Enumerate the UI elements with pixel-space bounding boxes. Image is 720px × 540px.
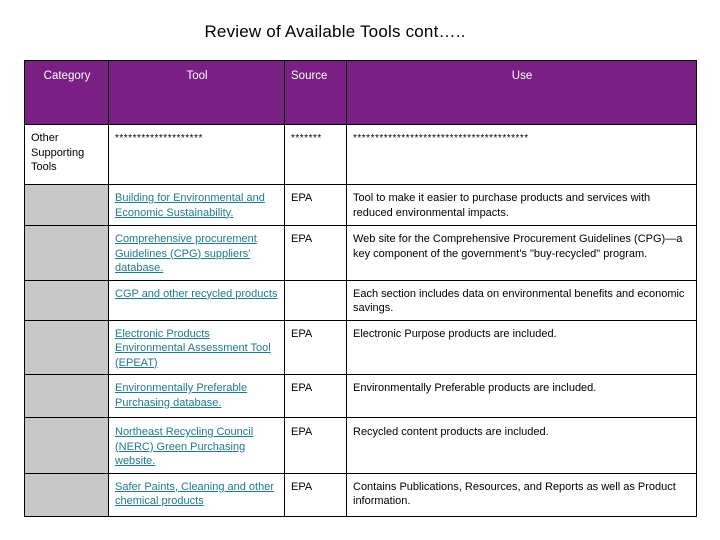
tool-cell bbox=[109, 418, 285, 474]
placeholder-stars: **************************************** bbox=[353, 133, 529, 144]
source-cell: EPA bbox=[285, 375, 347, 418]
source-cell bbox=[285, 280, 347, 320]
category-cell bbox=[25, 185, 109, 226]
category-cell bbox=[25, 473, 109, 516]
tool-cell bbox=[109, 185, 285, 226]
use-cell: Electronic Purpose products are included. bbox=[347, 320, 697, 375]
table-row bbox=[25, 185, 697, 226]
tool-link[interactable]: Building for Environmental and Economic Sustainability. bbox=[115, 192, 265, 219]
category-cell: Other Supporting Tools bbox=[25, 125, 109, 185]
tool-link[interactable]: Electronic Products Environmental Assessment Tool (EPEAT) bbox=[115, 327, 271, 369]
use-cell: Each section includes data on environmental benefits and economic savings. bbox=[347, 280, 697, 320]
use-cell: Recycled content products are included. bbox=[347, 418, 697, 474]
table-row bbox=[25, 473, 697, 516]
tool-cell bbox=[109, 125, 285, 185]
tool-link[interactable]: Comprehensive procurement Guidelines (CPG) suppliers' database. bbox=[115, 233, 257, 274]
tool-link[interactable]: CGP and other recycled products bbox=[115, 287, 278, 300]
category-cell bbox=[25, 226, 109, 281]
source-cell: EPA bbox=[285, 418, 347, 474]
tool-link[interactable]: Northeast Recycling Council (NERC) Green Purchasing website. bbox=[115, 426, 254, 467]
page-title: Review of Available Tools cont….. bbox=[204, 22, 466, 41]
tool-cell bbox=[109, 280, 285, 320]
category-cell bbox=[25, 375, 109, 418]
tool-cell bbox=[109, 375, 285, 418]
use-cell: Contains Publications, Resources, and Reports as well as Product information. bbox=[347, 473, 697, 516]
category-cell bbox=[25, 280, 109, 320]
table-header-row bbox=[25, 61, 697, 125]
placeholder-stars: ******* bbox=[291, 133, 322, 144]
use-cell: Web site for the Comprehensive Procurement Guidelines (CPG)—a key component of the government's "buy-recycled" program. bbox=[347, 226, 697, 281]
header-category: Category bbox=[25, 61, 109, 125]
tool-cell bbox=[109, 320, 285, 375]
header-use: Use bbox=[347, 61, 697, 125]
tool-link[interactable]: Environmentally Preferable Purchasing database. bbox=[115, 382, 248, 409]
tool-cell bbox=[109, 473, 285, 516]
use-cell: Tool to make it easier to purchase products and services with reduced environmental impacts. bbox=[347, 185, 697, 226]
tool-cell bbox=[109, 226, 285, 281]
source-cell: EPA bbox=[285, 226, 347, 281]
source-cell: EPA bbox=[285, 473, 347, 516]
table-row bbox=[25, 418, 697, 474]
header-tool: Tool bbox=[109, 61, 285, 125]
source-cell: EPA bbox=[285, 320, 347, 375]
table-row bbox=[25, 226, 697, 281]
tools-table bbox=[24, 60, 697, 517]
source-cell: EPA bbox=[285, 185, 347, 226]
use-cell: Environmentally Preferable products are included. bbox=[347, 375, 697, 418]
table-row bbox=[25, 125, 697, 185]
header-source: Source bbox=[285, 61, 347, 125]
table-row bbox=[25, 280, 697, 320]
category-cell bbox=[25, 418, 109, 474]
source-cell bbox=[285, 125, 347, 185]
category-cell bbox=[25, 320, 109, 375]
table-row bbox=[25, 375, 697, 418]
placeholder-stars: ******************** bbox=[115, 133, 203, 144]
tool-link[interactable]: Safer Paints, Cleaning and other chemical products bbox=[115, 480, 274, 507]
table-row bbox=[25, 320, 697, 375]
use-cell bbox=[347, 125, 697, 185]
